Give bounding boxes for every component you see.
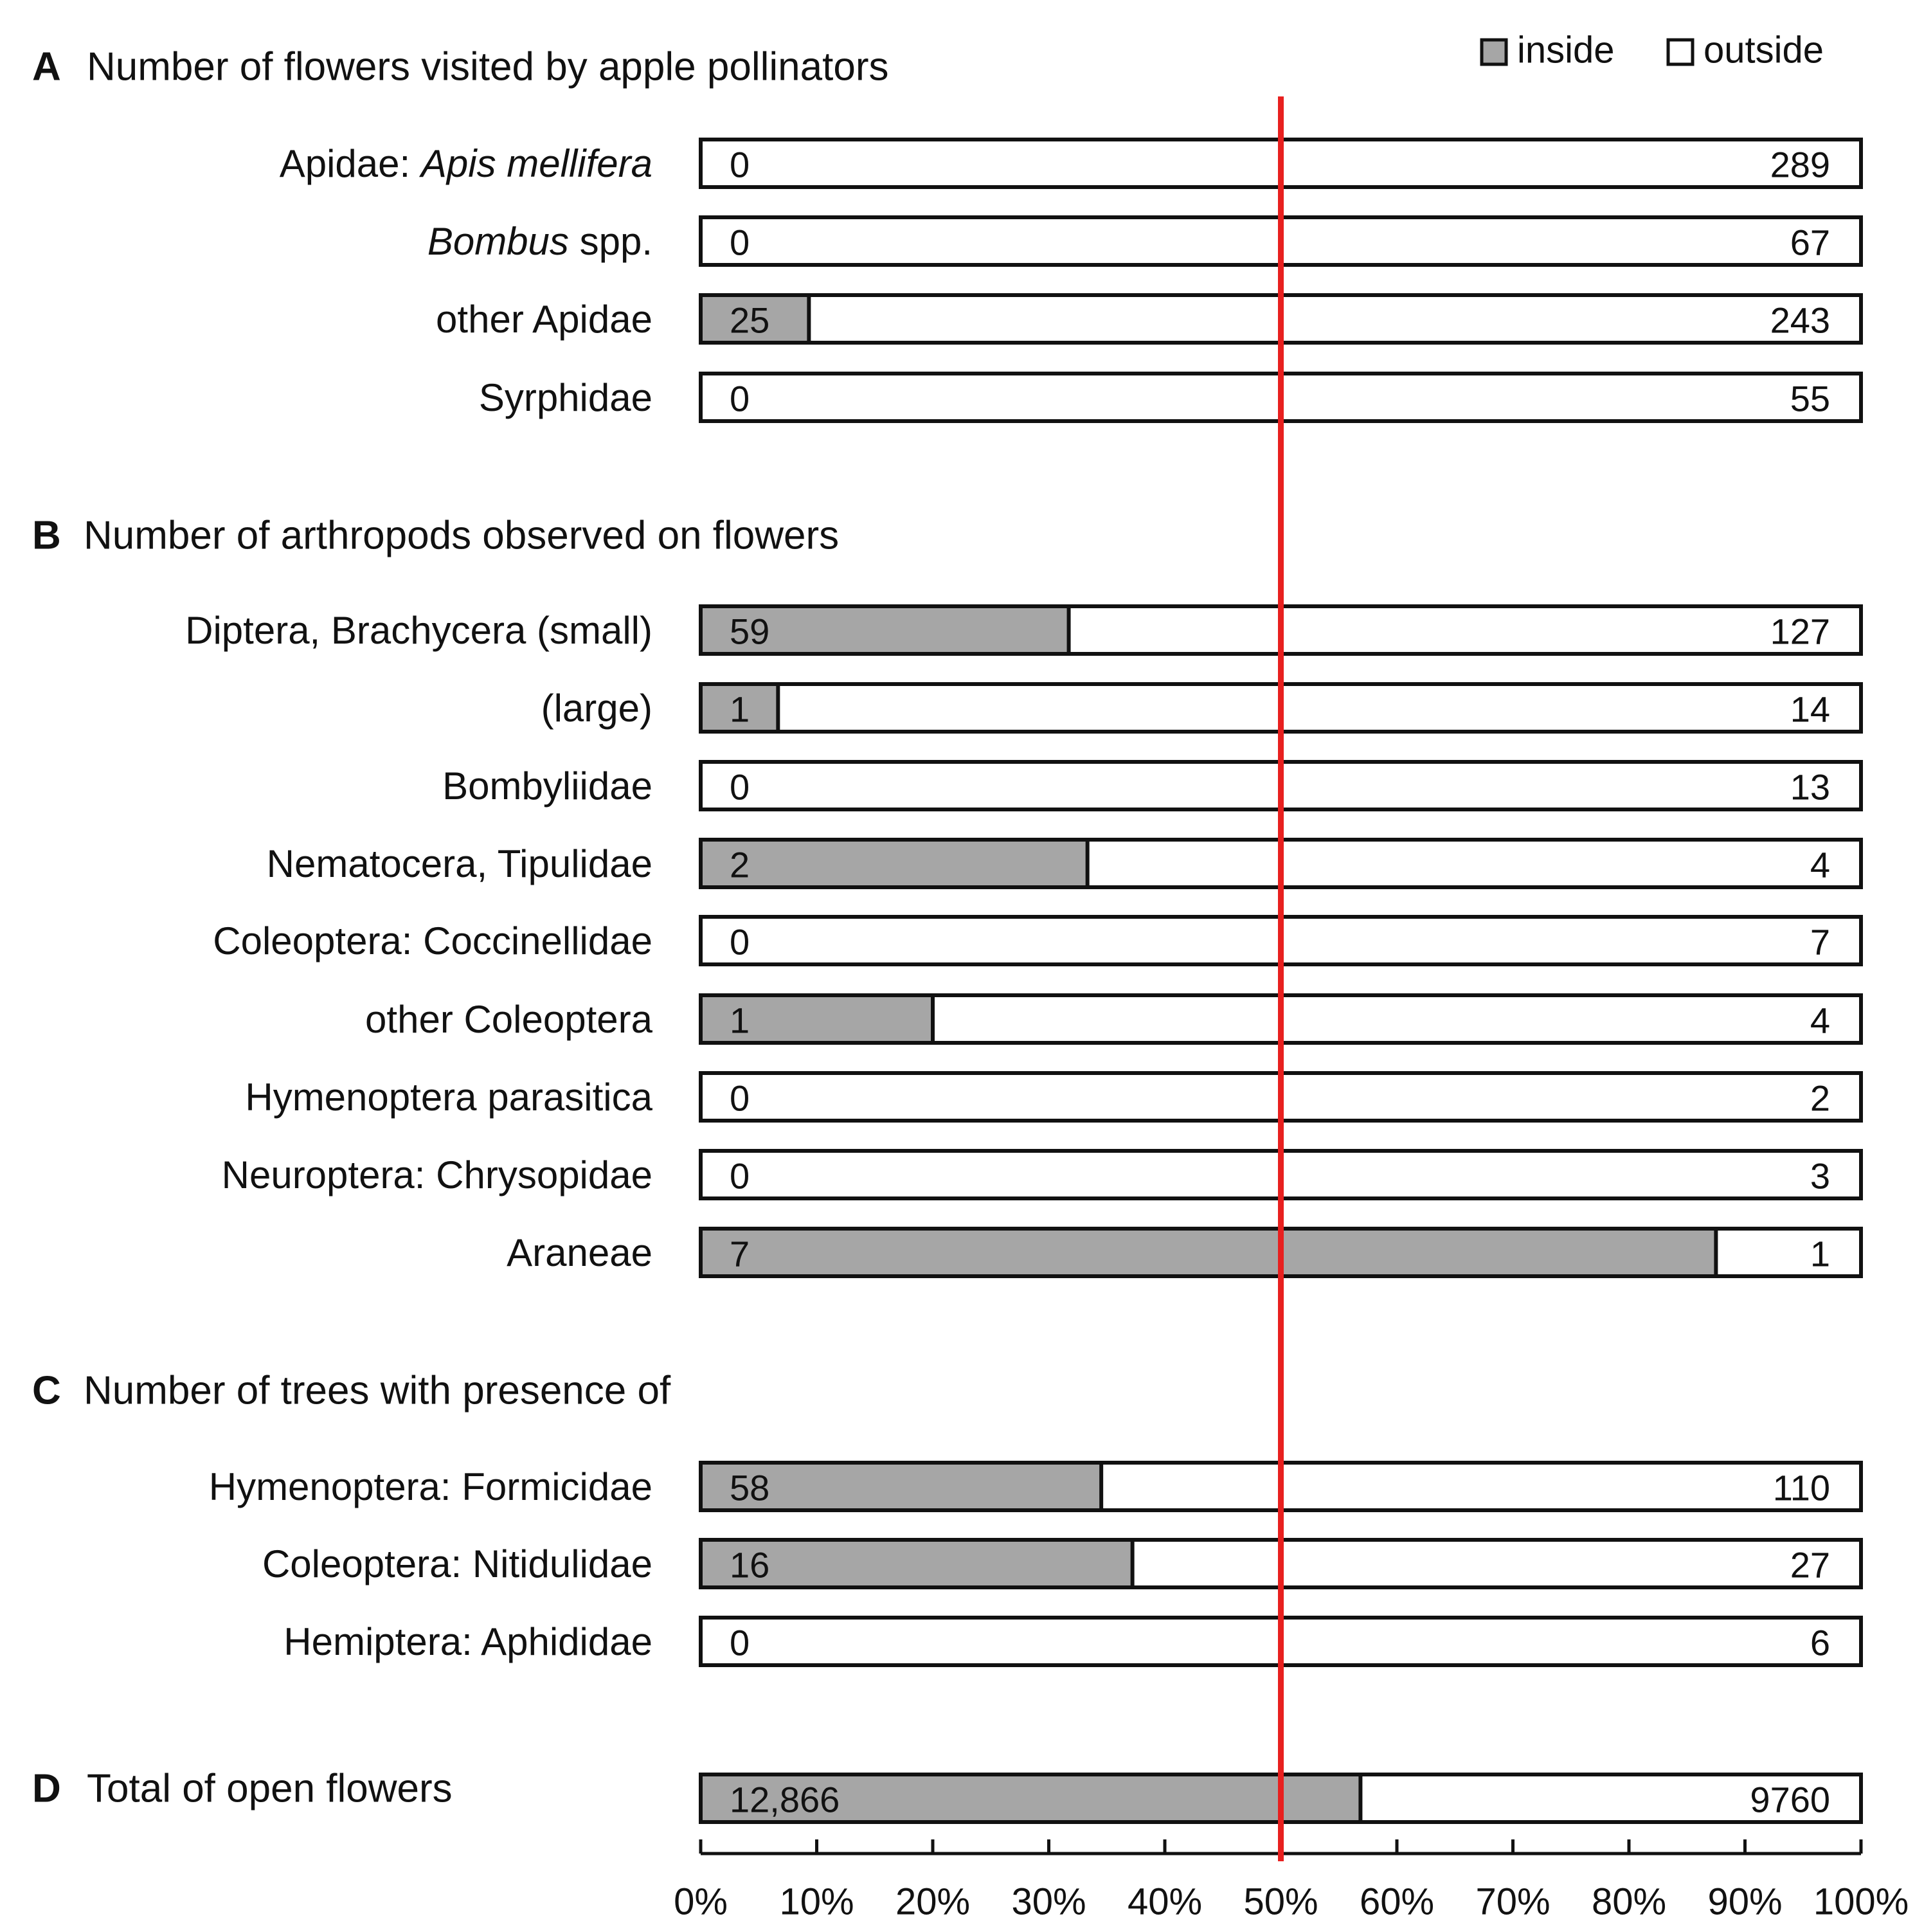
data-label-inside: 2: [730, 844, 750, 885]
data-label-inside: 0: [730, 1155, 750, 1196]
data-label-inside: 1: [730, 1000, 750, 1041]
row-label: Hemiptera: Aphididae: [283, 1620, 652, 1663]
row-label: Hymenoptera: Formicidae: [208, 1465, 652, 1508]
data-label-inside: 16: [730, 1544, 770, 1585]
bar-inside: [701, 1229, 1716, 1276]
data-label-outside: 127: [1770, 611, 1830, 652]
data-label-inside: 0: [730, 921, 750, 962]
legend-swatch-outside: [1668, 40, 1693, 64]
data-label-outside: 3: [1810, 1155, 1830, 1196]
data-label-inside: 7: [730, 1233, 750, 1274]
panel-letter-D: D: [32, 1766, 61, 1811]
data-label-inside: 0: [730, 144, 750, 185]
legend-label-outside: outside: [1704, 29, 1824, 71]
data-label-outside: 1: [1810, 1233, 1830, 1274]
data-label-inside: 0: [730, 1622, 750, 1663]
x-tick-label: 30%: [1011, 1881, 1086, 1923]
data-label-outside: 2: [1810, 1078, 1830, 1119]
panel-title-A: Number of flowers visited by apple pollinators: [87, 44, 889, 89]
row-label: Syrphidae: [478, 375, 652, 419]
data-label-outside: 4: [1810, 844, 1830, 885]
data-label-outside: 289: [1770, 144, 1830, 185]
x-tick-label: 70%: [1475, 1881, 1551, 1923]
data-label-outside: 55: [1790, 378, 1830, 419]
x-tick-label: 90%: [1707, 1881, 1783, 1923]
panel-letter-B: B: [32, 513, 61, 558]
x-tick-label: 10%: [779, 1881, 854, 1923]
data-label-inside: 59: [730, 611, 770, 652]
data-label-inside: 58: [730, 1467, 770, 1508]
x-tick-label: 0%: [674, 1881, 728, 1923]
panel-title-C: Number of trees with presence of: [84, 1368, 671, 1413]
row-label: Hymenoptera parasitica: [245, 1075, 652, 1119]
x-tick-label: 20%: [895, 1881, 971, 1923]
data-label-outside: 7: [1810, 921, 1830, 962]
data-label-outside: 13: [1790, 766, 1830, 808]
row-label: Coleoptera: Nitidulidae: [262, 1542, 652, 1585]
panel-letter-C: C: [32, 1368, 61, 1413]
data-label-outside: 6: [1810, 1622, 1830, 1663]
row-label: other Coleoptera: [365, 997, 652, 1041]
data-label-inside: 0: [730, 378, 750, 419]
panel-title-B: Number of arthropods observed on flowers: [84, 513, 840, 558]
row-label: Apidae: Apis mellifera: [279, 141, 652, 185]
row-label: Nematocera, Tipulidae: [266, 842, 652, 885]
row-label: Araneae: [507, 1231, 652, 1274]
x-tick-label: 100%: [1813, 1881, 1909, 1923]
legend-label-inside: inside: [1517, 29, 1615, 71]
legend-swatch-inside: [1482, 40, 1506, 64]
row-label: Bombus spp.: [427, 219, 652, 263]
data-label-inside: 1: [730, 689, 750, 730]
row-label: Neuroptera: Chrysopidae: [221, 1153, 652, 1196]
row-label: Coleoptera: Coccinellidae: [213, 919, 652, 962]
data-label-inside: 0: [730, 1078, 750, 1119]
x-tick-label: 60%: [1359, 1881, 1435, 1923]
x-tick-label: 80%: [1591, 1881, 1667, 1923]
panel-letter-A: A: [32, 44, 61, 89]
data-label-outside: 4: [1810, 1000, 1830, 1041]
data-label-outside: 14: [1790, 689, 1830, 730]
row-label: Bombyliidae: [442, 764, 652, 808]
x-tick-label: 40%: [1127, 1881, 1203, 1923]
data-label-outside: 243: [1770, 300, 1830, 341]
data-label-outside: 9760: [1750, 1779, 1830, 1820]
panel-title-D: Total of open flowers: [87, 1766, 453, 1811]
data-label-inside: 0: [730, 766, 750, 808]
data-label-inside: 25: [730, 300, 770, 341]
data-label-outside: 110: [1772, 1467, 1830, 1508]
bar-inside: [701, 840, 1088, 887]
row-label: other Apidae: [436, 297, 652, 341]
data-label-outside: 27: [1790, 1544, 1830, 1585]
x-tick-label: 50%: [1243, 1881, 1318, 1923]
row-label: (large): [541, 686, 652, 730]
row-label: Diptera, Brachycera (small): [185, 608, 652, 652]
data-label-outside: 67: [1790, 222, 1830, 263]
data-label-inside: 0: [730, 222, 750, 263]
data-label-inside: 12,866: [730, 1779, 840, 1820]
